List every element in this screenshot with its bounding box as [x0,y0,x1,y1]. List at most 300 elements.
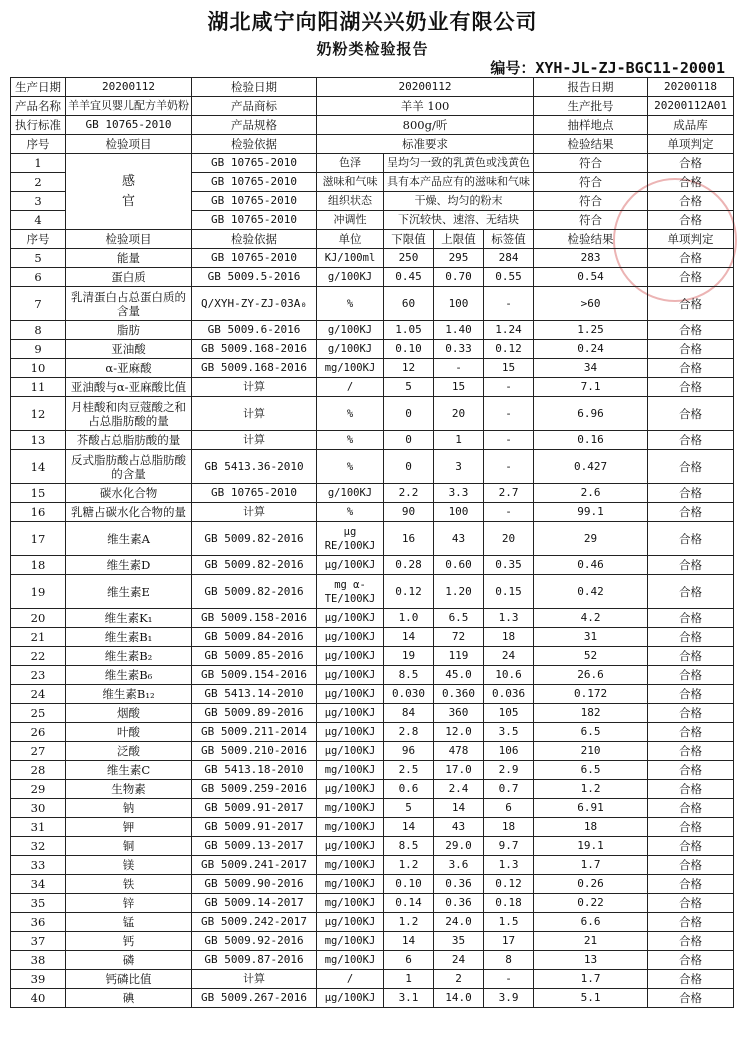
table-row [11,556,734,575]
label-value: - [484,287,534,321]
test-item: 维生素K₁ [66,609,192,628]
label-value: - [484,378,534,397]
lower-limit: 0 [384,431,434,450]
row-no: 37 [11,932,66,951]
row-no: 8 [11,321,66,340]
upper-limit: - [434,359,484,378]
label-value: 24 [484,647,534,666]
lower-limit: 14 [384,932,434,951]
judgement: 合格 [648,378,734,397]
header-min: 下限值 [384,230,434,249]
test-result: 99.1 [534,503,648,522]
label-value: 1.24 [484,321,534,340]
label-value: 3.5 [484,723,534,742]
test-item: 维生素B₁₂ [66,685,192,704]
judgement: 合格 [648,287,734,321]
unit: μg/100KJ [317,742,384,761]
table-row [11,340,734,359]
test-basis: GB 5009.89-2016 [192,704,317,723]
lower-limit: 0.030 [384,685,434,704]
row-no: 33 [11,856,66,875]
test-basis: 计算 [192,503,317,522]
row-no: 38 [11,951,66,970]
product-name: 羊羊宜贝婴儿配方羊奶粉 [66,97,192,116]
sensory-req: 呈均匀一致的乳黄色或浅黄色 [384,154,534,173]
test-basis: GB 5009.85-2016 [192,647,317,666]
test-result: 1.25 [534,321,648,340]
test-basis: GB 5009.91-2017 [192,799,317,818]
label-value: 1.3 [484,856,534,875]
unit: mg/100KJ [317,951,384,970]
row-no: 17 [11,522,66,556]
info-row-1 [11,78,734,97]
report-date-label: 报告日期 [534,78,648,97]
judgement: 合格 [648,742,734,761]
lower-limit: 0.6 [384,780,434,799]
test-basis: GB 5009.241-2017 [192,856,317,875]
upper-limit: 35 [434,932,484,951]
row-no: 6 [11,268,66,287]
test-result: 18 [534,818,648,837]
test-result: 6.96 [534,397,648,431]
test-item: 维生素E [66,575,192,609]
sensory-item: 感 官 [66,154,192,230]
upper-limit: 100 [434,503,484,522]
test-result: 210 [534,742,648,761]
judgement: 合格 [648,211,734,230]
upper-limit: 0.33 [434,340,484,359]
row-no: 32 [11,837,66,856]
test-result: 0.16 [534,431,648,450]
judgement: 合格 [648,970,734,989]
test-basis: GB 5009.5-2016 [192,268,317,287]
sensory-header-basis: 检验依据 [192,135,317,154]
label-value: 8 [484,951,534,970]
upper-limit: 478 [434,742,484,761]
test-basis: GB 5009.82-2016 [192,575,317,609]
table-row [11,932,734,951]
prod-date: 20200112 [66,78,192,97]
spec-label: 产品规格 [192,116,317,135]
unit: g/100KJ [317,340,384,359]
label-value: 284 [484,249,534,268]
row-no: 22 [11,647,66,666]
judgement: 合格 [648,647,734,666]
judgement: 合格 [648,989,734,1008]
label-value: 0.036 [484,685,534,704]
lower-limit: 6 [384,951,434,970]
test-result: 1.7 [534,970,648,989]
report-table-body [11,78,734,1008]
test-item: 月桂酸和肉豆蔻酸之和占总脂肪酸的量 [66,397,192,431]
test-item: 亚油酸 [66,340,192,359]
unit: μg/100KJ [317,556,384,575]
row-no: 20 [11,609,66,628]
test-item: 叶酸 [66,723,192,742]
test-result: 31 [534,628,648,647]
test-item: 泛酸 [66,742,192,761]
lower-limit: 16 [384,522,434,556]
lower-limit: 5 [384,799,434,818]
test-basis: GB 10765-2010 [192,173,317,192]
unit: % [317,503,384,522]
test-item: 碳水化合物 [66,484,192,503]
table-row [11,704,734,723]
test-basis: GB 5009.84-2016 [192,628,317,647]
header-judge: 单项判定 [648,230,734,249]
sensory-header-judge: 单项判定 [648,135,734,154]
row-no: 25 [11,704,66,723]
table-row [11,761,734,780]
unit: μg/100KJ [317,780,384,799]
label-value: 17 [484,932,534,951]
test-result: 7.1 [534,378,648,397]
sensory-header-result: 检验结果 [534,135,648,154]
unit: mg/100KJ [317,894,384,913]
header-label: 标签值 [484,230,534,249]
lower-limit: 8.5 [384,837,434,856]
test-item: 维生素B₂ [66,647,192,666]
lower-limit: 0.45 [384,268,434,287]
table-row [11,287,734,321]
upper-limit: 43 [434,818,484,837]
judgement: 合格 [648,192,734,211]
judgement: 合格 [648,761,734,780]
table-row [11,837,734,856]
upper-limit: 14.0 [434,989,484,1008]
table-row [11,856,734,875]
unit: μg/100KJ [317,723,384,742]
table-row [11,723,734,742]
test-basis: GB 10765-2010 [192,484,317,503]
upper-limit: 1 [434,431,484,450]
report-date: 20200118 [648,78,734,97]
table-row [11,575,734,609]
unit: mg/100KJ [317,932,384,951]
label-value: 0.18 [484,894,534,913]
test-basis: GB 5009.6-2016 [192,321,317,340]
batch-label: 生产批号 [534,97,648,116]
sensory-req: 干燥、均匀的粉末 [384,192,534,211]
upper-limit: 360 [434,704,484,723]
label-value: 0.12 [484,340,534,359]
test-basis: GB 5009.168-2016 [192,359,317,378]
test-item: 维生素B₁ [66,628,192,647]
test-result: 0.26 [534,875,648,894]
test-basis: GB 5009.259-2016 [192,780,317,799]
label-value: 2.9 [484,761,534,780]
lower-limit: 1.2 [384,913,434,932]
product-name-label: 产品名称 [11,97,66,116]
row-no: 12 [11,397,66,431]
row-no: 26 [11,723,66,742]
lower-limit: 14 [384,628,434,647]
table-row [11,951,734,970]
unit: μg/100KJ [317,628,384,647]
test-result: 21 [534,932,648,951]
row-no: 18 [11,556,66,575]
test-item: 钙 [66,932,192,951]
test-item: 乳清蛋白占总蛋白质的含量 [66,287,192,321]
test-basis: 计算 [192,431,317,450]
judgement: 合格 [648,894,734,913]
header-result: 检验结果 [534,230,648,249]
test-result: 符合 [534,192,648,211]
test-basis: GB 5413.18-2010 [192,761,317,780]
upper-limit: 3.6 [434,856,484,875]
test-basis: GB 5413.14-2010 [192,685,317,704]
table-row [11,628,734,647]
table-row [11,875,734,894]
upper-limit: 6.5 [434,609,484,628]
judgement: 合格 [648,450,734,484]
table-row [11,249,734,268]
judgement: 合格 [648,503,734,522]
test-item: 钠 [66,799,192,818]
unit: KJ/100ml [317,249,384,268]
judgement: 合格 [648,837,734,856]
lower-limit: 2.5 [384,761,434,780]
lower-limit: 0.10 [384,340,434,359]
label-value: - [484,503,534,522]
label-value: 9.7 [484,837,534,856]
sensory-attr: 冲调性 [317,211,384,230]
test-result: 0.46 [534,556,648,575]
test-item: 钙磷比值 [66,970,192,989]
test-item: 铁 [66,875,192,894]
test-result: 6.6 [534,913,648,932]
main-header-row [11,230,734,249]
test-item: 烟酸 [66,704,192,723]
label-value: - [484,450,534,484]
brand: 羊羊 100 [317,97,534,116]
table-row [11,742,734,761]
row-no: 2 [11,173,66,192]
info-row-2 [11,97,734,116]
test-result: 5.1 [534,989,648,1008]
unit: % [317,431,384,450]
upper-limit: 29.0 [434,837,484,856]
test-basis: Q/XYH-ZY-ZJ-03A₀ [192,287,317,321]
upper-limit: 20 [434,397,484,431]
table-row [11,503,734,522]
upper-limit: 0.360 [434,685,484,704]
unit: mg α-TE/100KJ [317,575,384,609]
row-no: 10 [11,359,66,378]
report-title: 奶粉类检验报告 [316,40,429,58]
report-number-label: 编号： [490,59,536,77]
test-basis: 计算 [192,378,317,397]
unit: mg/100KJ [317,799,384,818]
row-no: 30 [11,799,66,818]
row-no: 34 [11,875,66,894]
judgement: 合格 [648,951,734,970]
test-basis: GB 5009.210-2016 [192,742,317,761]
table-row [11,666,734,685]
table-row [11,609,734,628]
header-no: 序号 [11,230,66,249]
test-basis: GB 10765-2010 [192,211,317,230]
judgement: 合格 [648,249,734,268]
row-no: 24 [11,685,66,704]
upper-limit: 0.60 [434,556,484,575]
test-result: 6.91 [534,799,648,818]
judgement: 合格 [648,818,734,837]
prod-date-label: 生产日期 [11,78,66,97]
test-item: 生物素 [66,780,192,799]
upper-limit: 100 [434,287,484,321]
test-basis: GB 5009.92-2016 [192,932,317,951]
test-basis: 计算 [192,397,317,431]
unit: μg/100KJ [317,609,384,628]
table-row [11,484,734,503]
row-no: 19 [11,575,66,609]
upper-limit: 72 [434,628,484,647]
row-no: 31 [11,818,66,837]
test-item: 碘 [66,989,192,1008]
table-row [11,397,734,431]
unit: μg/100KJ [317,837,384,856]
table-row [11,989,734,1008]
label-value: 2.7 [484,484,534,503]
test-result: 19.1 [534,837,648,856]
lower-limit: 60 [384,287,434,321]
test-basis: GB 5009.267-2016 [192,989,317,1008]
test-result: 符合 [534,211,648,230]
label-value: 15 [484,359,534,378]
lower-limit: 1 [384,970,434,989]
row-no: 15 [11,484,66,503]
judgement: 合格 [648,685,734,704]
judgement: 合格 [648,575,734,609]
table-row [11,522,734,556]
judgement: 合格 [648,913,734,932]
judgement: 合格 [648,173,734,192]
unit: μg/100KJ [317,913,384,932]
test-result: 1.7 [534,856,648,875]
row-no: 27 [11,742,66,761]
row-no: 36 [11,913,66,932]
test-item: α-亚麻酸 [66,359,192,378]
report-number-value: XYH-JL-ZJ-BGC11-20001 [535,59,725,77]
upper-limit: 0.36 [434,894,484,913]
label-value: 1.5 [484,913,534,932]
test-basis: GB 5413.36-2010 [192,450,317,484]
test-basis: GB 10765-2010 [192,192,317,211]
test-result: 283 [534,249,648,268]
row-no: 21 [11,628,66,647]
spec: 800g/听 [317,116,534,135]
table-row [11,359,734,378]
standard: GB 10765-2010 [66,116,192,135]
table-row [11,431,734,450]
label-value: - [484,970,534,989]
upper-limit: 15 [434,378,484,397]
unit: μg/100KJ [317,666,384,685]
upper-limit: 1.40 [434,321,484,340]
test-basis: GB 5009.90-2016 [192,875,317,894]
test-basis: 计算 [192,970,317,989]
judgement: 合格 [648,799,734,818]
lower-limit: 84 [384,704,434,723]
test-item: 蛋白质 [66,268,192,287]
sensory-attr: 滋味和气味 [317,173,384,192]
unit: mg/100KJ [317,359,384,378]
upper-limit: 3 [434,450,484,484]
test-basis: GB 5009.14-2017 [192,894,317,913]
sensory-header-no: 序号 [11,135,66,154]
test-date: 20200112 [317,78,534,97]
test-basis: GB 5009.82-2016 [192,522,317,556]
test-basis: GB 5009.168-2016 [192,340,317,359]
test-item: 乳糖占碳水化合物的量 [66,503,192,522]
label-value: 3.9 [484,989,534,1008]
sensory-header-row [11,135,734,154]
unit: μg RE/100KJ [317,522,384,556]
test-result: 0.22 [534,894,648,913]
lower-limit: 250 [384,249,434,268]
test-result: 符合 [534,173,648,192]
row-no: 23 [11,666,66,685]
test-result: 29 [534,522,648,556]
judgement: 合格 [648,628,734,647]
test-result: 182 [534,704,648,723]
table-row [11,818,734,837]
table-row [11,268,734,287]
label-value: 20 [484,522,534,556]
label-value: 0.55 [484,268,534,287]
test-result: 2.6 [534,484,648,503]
test-result: 4.2 [534,609,648,628]
unit: g/100KJ [317,321,384,340]
test-item: 亚油酸与α-亚麻酸比值 [66,378,192,397]
sample-loc-label: 抽样地点 [534,116,648,135]
label-value: 10.6 [484,666,534,685]
lower-limit: 8.5 [384,666,434,685]
test-basis: GB 5009.13-2017 [192,837,317,856]
test-item: 锌 [66,894,192,913]
sensory-header-req: 标准要求 [317,135,534,154]
row-no: 29 [11,780,66,799]
lower-limit: 0 [384,397,434,431]
test-result: >60 [534,287,648,321]
test-basis: GB 10765-2010 [192,249,317,268]
upper-limit: 43 [434,522,484,556]
test-item: 维生素D [66,556,192,575]
unit: % [317,287,384,321]
judgement: 合格 [648,875,734,894]
brand-label: 产品商标 [192,97,317,116]
unit: / [317,970,384,989]
label-value: 106 [484,742,534,761]
test-result: 52 [534,647,648,666]
unit: μg/100KJ [317,647,384,666]
label-value: 18 [484,628,534,647]
label-value: - [484,431,534,450]
unit: % [317,397,384,431]
judgement: 合格 [648,340,734,359]
unit: / [317,378,384,397]
test-item: 铜 [66,837,192,856]
test-result: 6.5 [534,761,648,780]
judgement: 合格 [648,431,734,450]
unit: μg/100KJ [317,704,384,723]
test-result: 0.42 [534,575,648,609]
upper-limit: 12.0 [434,723,484,742]
upper-limit: 14 [434,799,484,818]
lower-limit: 1.05 [384,321,434,340]
label-value: 0.7 [484,780,534,799]
